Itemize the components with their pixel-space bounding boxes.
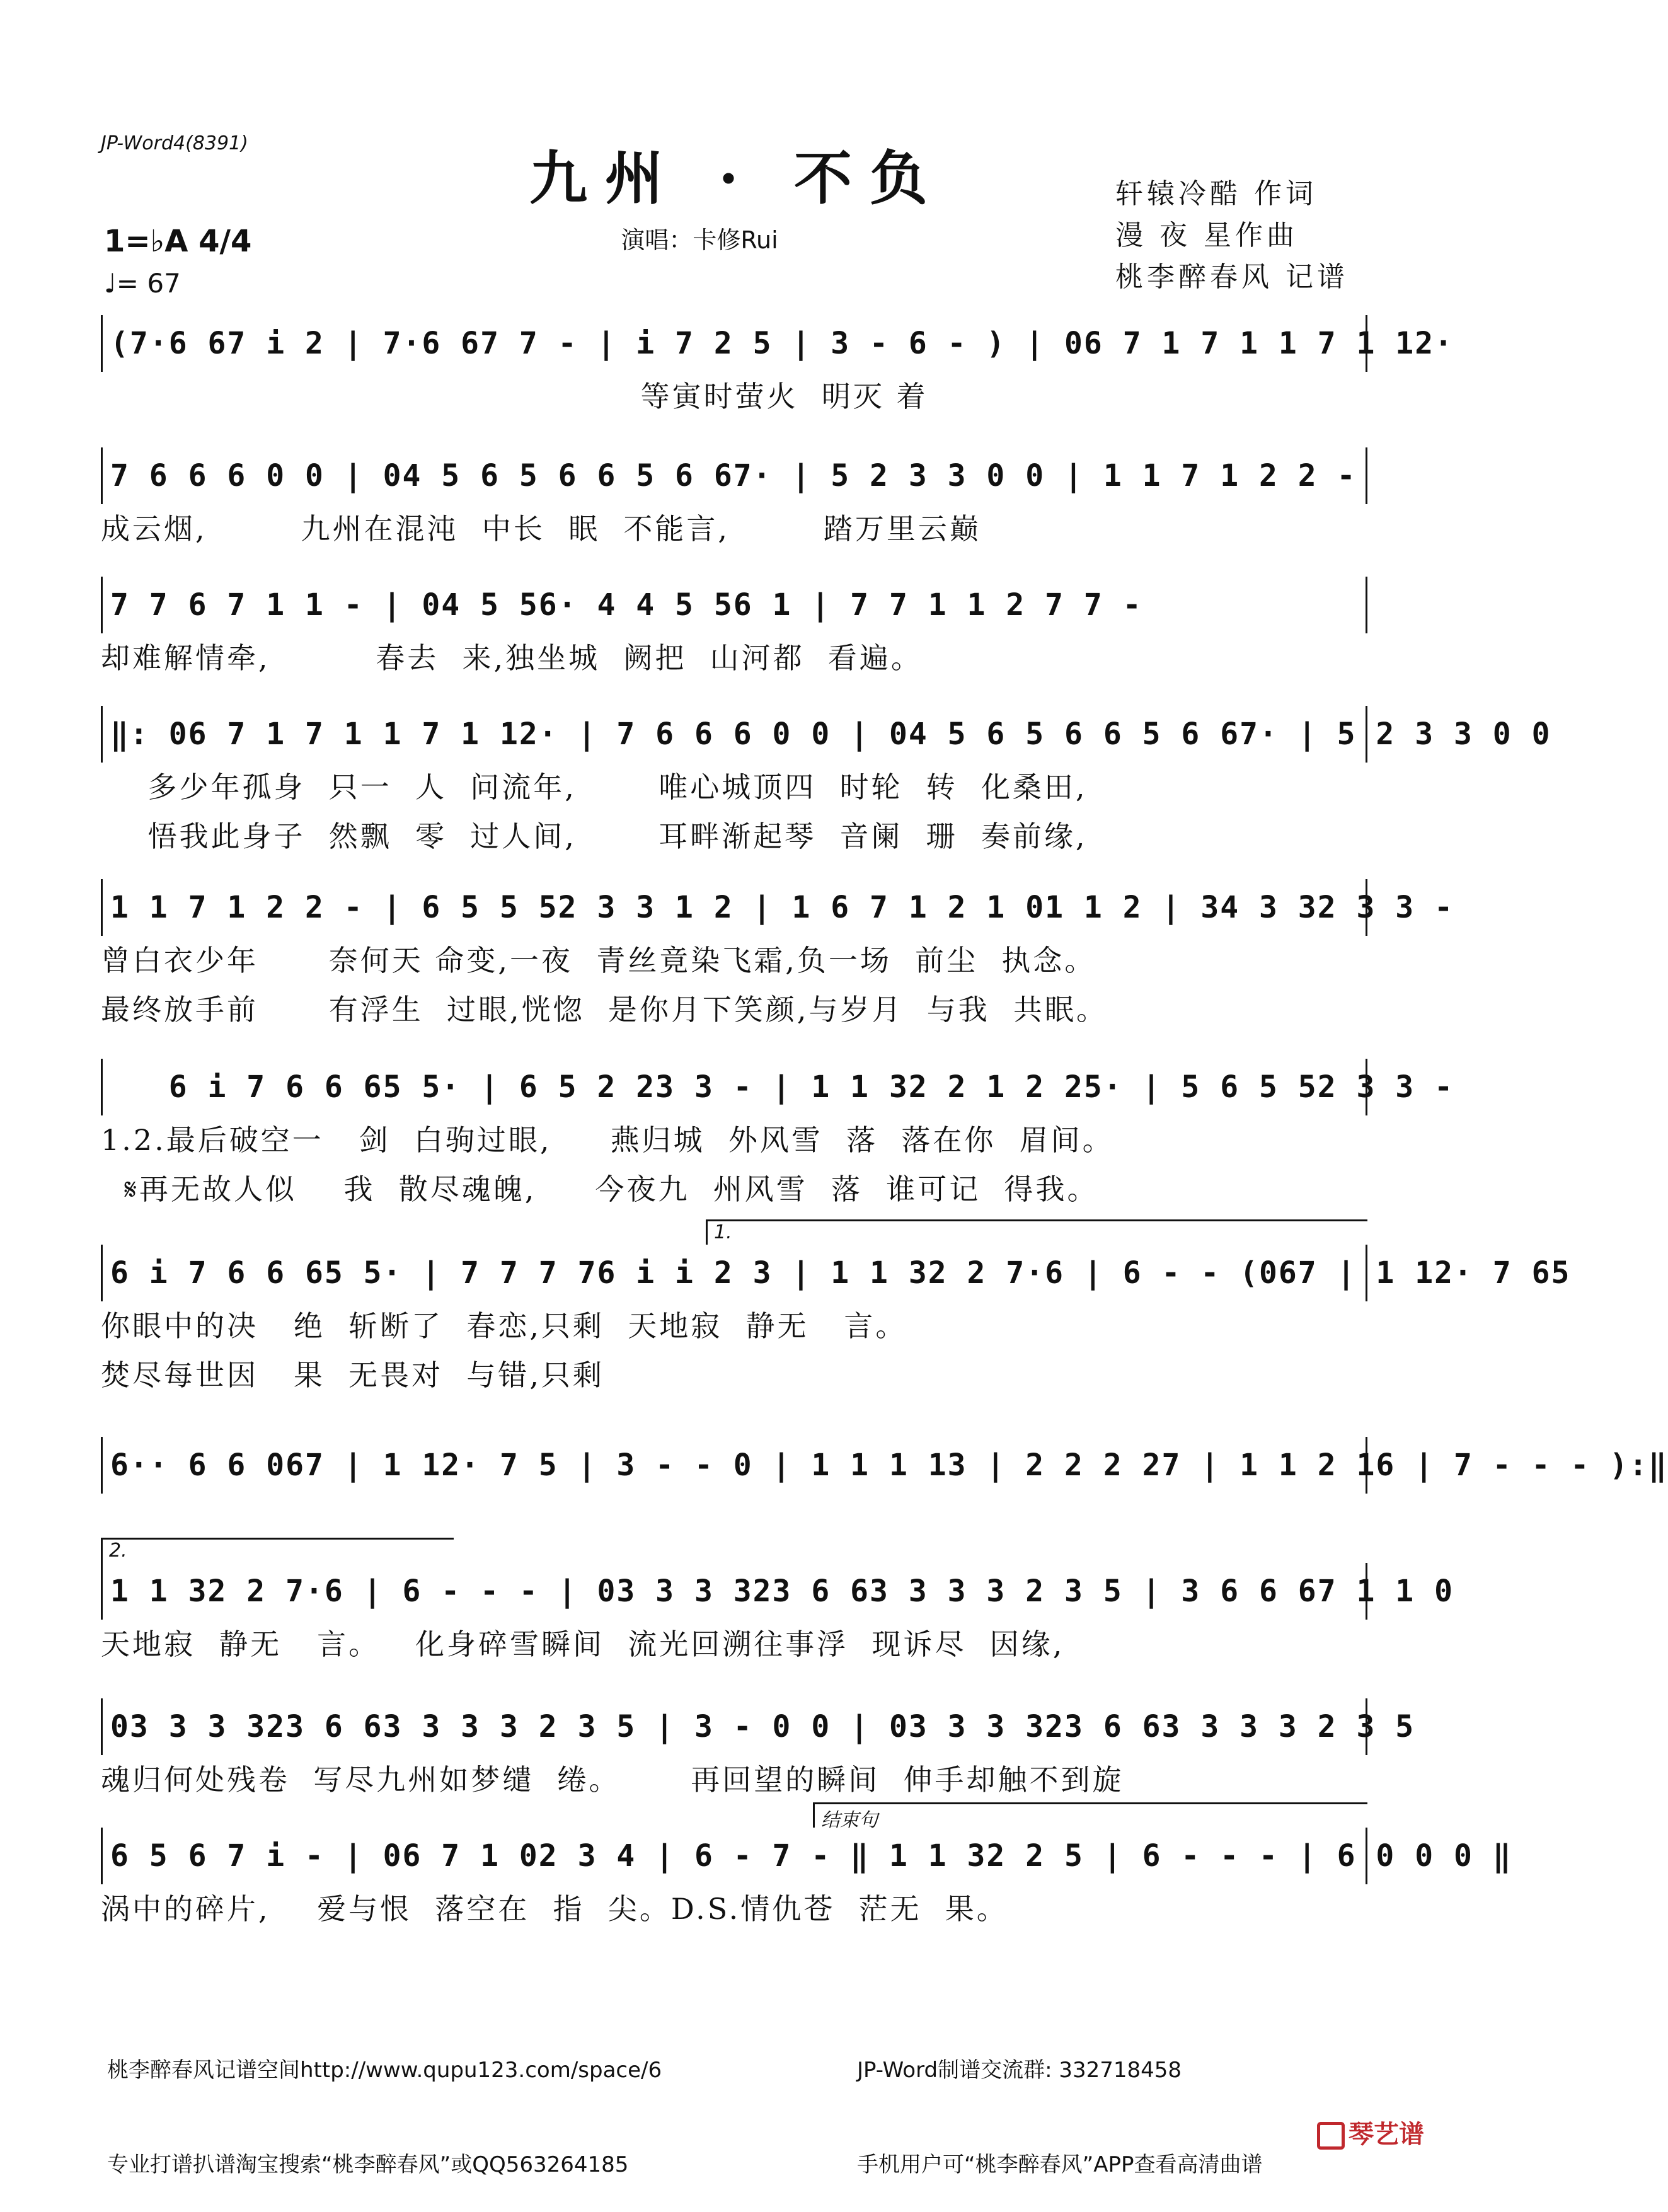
notation-line: 6 5 6 7 i - | 06 7 1 02 3 4 | 6 - 7 - ‖ 1 1 32 2 5 | 6 - - - | 6 0 0 0 ‖ [101, 1828, 1367, 1884]
notation-line: (7·6 67 i 2 | 7·6 67 7 - | i 7 2 5 | 3 - 6 - ) | 06 7 1 7 1 1 7 1 12· [101, 315, 1367, 372]
volta-bracket-2: 2. [101, 1538, 454, 1563]
notation-line: ‖: 06 7 1 7 1 1 7 1 12· | 7 6 6 6 0 0 | 04 5 6 5 6 6 5 6 67· | 5 2 3 3 0 0 [101, 706, 1367, 763]
software-label: JP-Word4(8391) [101, 132, 248, 154]
singer-credit: 演唱：卡修Rui [621, 226, 778, 254]
score-row-1 [101, 315, 1454, 421]
footer-group-text: JP-Word制谱交流群: 332718458 [857, 2058, 1182, 2083]
volta-bracket-1: 1. [706, 1219, 1367, 1245]
score-row-2 [101, 447, 1367, 553]
score-row-3 [101, 577, 1367, 683]
lyric-line: 多少年孤身 只一 人 问流年, 唯心城顶四 时轮 转 化桑田, [101, 770, 1088, 804]
key-signature: 1=♭A 4/4 [104, 224, 252, 259]
footer-app-text: 手机用户可“桃李醉春风”APP查看高清曲谱 [857, 2152, 1263, 2177]
score-row-6 [101, 1059, 1454, 1214]
notation-line: 6·· 6 6 067 | 1 12· 7 5 | 3 - - 0 | 1 1 1 13 | 2 2 2 27 | 1 1 2 16 | 7 - - - ):‖ [101, 1437, 1367, 1494]
logo-text: 琴艺谱 [1349, 2120, 1424, 2149]
lyric-line: 等寅时萤火 明灭 着 [101, 379, 928, 413]
score-row-10 [101, 1698, 1415, 1804]
lyric-line: 涡中的碎片, 爱与恨 落空在 指 尖。D.S.情仇苍 茫无 果。 [101, 1892, 1008, 1926]
notation-line: 1 1 32 2 7·6 | 6 - - - | 03 3 3 323 6 63 3 3 3 2 3 5 | 3 6 6 67 1 1 0 [101, 1563, 1367, 1620]
score-row-4 [101, 706, 1551, 861]
coda-bracket: 结束句 [813, 1802, 1367, 1828]
score-row-7 [101, 1219, 1571, 1400]
tempo-marking: ♩= 67 [104, 268, 181, 299]
song-title: 九州 · 不负 [529, 144, 946, 212]
footer-right [857, 1991, 1263, 2212]
notation-line: 1 1 7 1 2 2 - | 6 5 5 52 3 3 1 2 | 1 6 7 1 2 1 01 1 2 | 34 3 32 3 3 - [101, 879, 1367, 936]
lyric-line: 成云烟, 九州在混沌 中长 眠 不能言, 踏万里云巅 [101, 512, 981, 546]
lyric-line-verse-2: 悟我此身子 然飘 零 过人间, 耳畔渐起琴 音阑 珊 奏前缘, [101, 819, 1088, 853]
lyricist-credit: 轩辕冷酷 作词 [1115, 178, 1317, 210]
logo-icon [1317, 2122, 1345, 2150]
notation-line: 03 3 3 323 6 63 3 3 3 2 3 5 | 3 - 0 0 | 03 3 3 323 6 63 3 3 3 2 3 5 [101, 1698, 1367, 1755]
lyric-line: 曾白衣少年 奈何天 命变,一夜 青丝竟染飞霜,负一场 前尘 执念。 [101, 943, 1096, 977]
footer-website-text: 桃李醉春风记谱空间http://www.qupu123.com/space/6 [107, 2058, 662, 2083]
notation-line: 7 7 6 7 1 1 - | 04 5 56· 4 4 5 56 1 | 7 7 1 1 2 7 7 - [101, 577, 1367, 633]
credits-block [1115, 173, 1349, 298]
score-row-8 [101, 1437, 1668, 1494]
notation-line: 6 i 7 6 6 65 5· | 7 7 7 76 i i 2 3 | 1 1 32 2 7·6 | 6 - - (067 | 1 12· 7 65 [101, 1245, 1367, 1301]
footer-left [107, 1991, 662, 2212]
lyric-line-verse-2: 𝄋再无故人似 我 散尽魂魄, 今夜九 州风雪 落 谁可记 得我。 [101, 1172, 1099, 1206]
footer-taobao-text: 专业打谱扒谱淘宝搜索“桃李醉春风”或QQ563264185 [107, 2152, 629, 2177]
notation-line: 7 6 6 6 0 0 | 04 5 6 5 6 6 5 6 67· | 5 2 3 3 0 0 | 1 1 7 1 2 2 - [101, 447, 1367, 504]
lyric-line-verse-2: 最终放手前 有浮生 过眼,恍惚 是你月下笑颜,与岁月 与我 共眠。 [101, 993, 1108, 1027]
lyric-line: 魂归何处残卷 写尽九州如梦缱 绻。 再回望的瞬间 伸手却触不到旋 [101, 1763, 1124, 1797]
lyric-line-verse-2: 焚尽每世因 果 无畏对 与错,只剩 [101, 1358, 604, 1392]
score-row-9 [101, 1538, 1454, 1669]
lyric-line: 你眼中的决 绝 斩断了 春恋,只剩 天地寂 静无 言。 [101, 1309, 907, 1343]
score-row-5 [101, 879, 1454, 1034]
lyric-line: 却难解情牵, 春去 来,独坐城 阙把 山河都 看遍。 [101, 641, 923, 675]
transcriber-credit: 桃李醉春风 记谱 [1115, 261, 1349, 293]
site-logo [1317, 2114, 1424, 2150]
lyric-line: 1.2.最后破空一 剑 白驹过眼, 燕归城 外风雪 落 落在你 眉间。 [101, 1123, 1114, 1157]
composer-credit: 漫 夜 星作曲 [1115, 219, 1298, 251]
notation-line: 6 i 7 6 6 65 5· | 6 5 2 23 3 - | 1 1 32 2 1 2 25· | 5 6 5 52 3 3 - [101, 1059, 1367, 1115]
lyric-line: 天地寂 静无 言。 化身碎雪瞬间 流光回溯往事浮 现诉尽 因缘, [101, 1627, 1065, 1661]
score-row-11 [101, 1802, 1512, 1933]
